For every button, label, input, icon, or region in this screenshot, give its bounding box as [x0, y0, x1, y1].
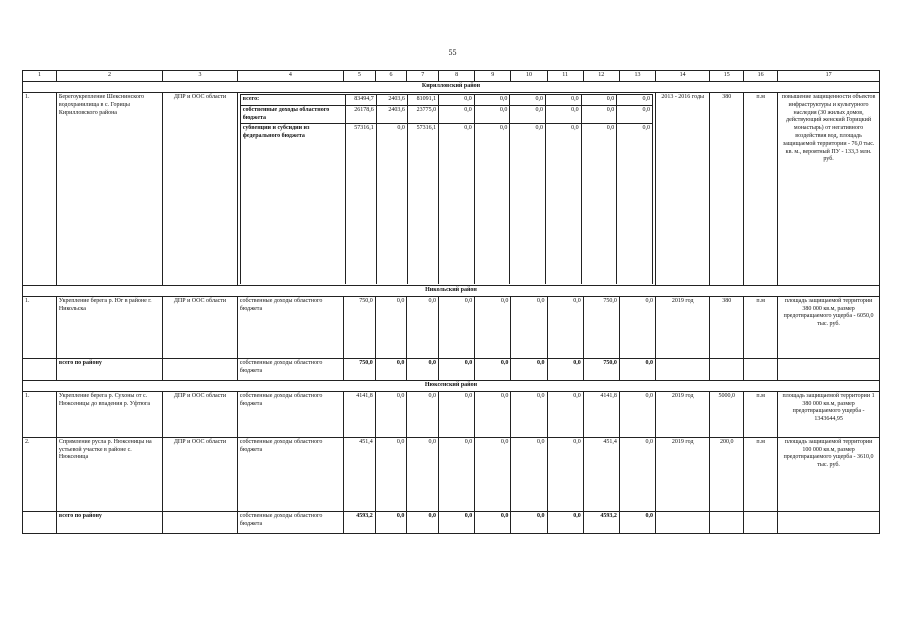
- value-cell: 0,0: [581, 124, 617, 284]
- value-cell: 26178,6: [345, 105, 376, 124]
- value-cell: 0,0: [617, 105, 653, 124]
- value-cell: 0,0: [511, 358, 547, 380]
- value-cell: 0,0: [475, 391, 511, 437]
- funding-source: собственные доходы областного бюджета: [237, 296, 343, 358]
- executor: ДПР и ООС области: [163, 296, 238, 358]
- col-header: 10: [511, 71, 547, 82]
- value-cell: 81091,1: [407, 95, 438, 106]
- col-header: 9: [475, 71, 511, 82]
- value-cell: 0,0: [475, 437, 511, 511]
- value-cell: 0,0: [474, 105, 510, 124]
- value-cell: 0,0: [475, 296, 511, 358]
- value-cell: 2403,6: [376, 105, 407, 124]
- unit: п.м: [744, 391, 778, 437]
- section-title: Нюксенский район: [23, 380, 880, 391]
- value-cell: 0,0: [546, 95, 582, 106]
- value-cell: 0,0: [547, 358, 583, 380]
- row-number: 1.: [23, 296, 57, 358]
- value-cell: 0,0: [475, 511, 511, 533]
- value-cell: 0,0: [376, 124, 407, 284]
- funding-source: собственные доходы областного бюджета: [237, 511, 343, 533]
- value-cell: 0,0: [375, 437, 407, 511]
- value-cell: 0,0: [407, 511, 439, 533]
- period: 2019 год: [656, 391, 710, 437]
- table-row: [23, 93, 880, 286]
- value-cell: 0,0: [547, 391, 583, 437]
- value-cell: 0,0: [474, 124, 510, 284]
- page-number: 55: [448, 48, 457, 57]
- section-title: Кирилловский район: [23, 82, 880, 93]
- col-header: 7: [407, 71, 439, 82]
- col-header: 3: [163, 71, 238, 82]
- value-cell: 0,0: [439, 511, 475, 533]
- row-number: 2.: [23, 437, 57, 511]
- total-row: [23, 511, 880, 533]
- col-header: 8: [439, 71, 475, 82]
- expected-result: площадь защищаемой территории 380 000 кв.м, размер предотвращаемого ущерба - 6050,0 тыс. руб.: [778, 296, 880, 358]
- value-cell: 0,0: [375, 296, 407, 358]
- value-cell: 0,0: [619, 511, 655, 533]
- value-cell: 4593,2: [344, 511, 376, 533]
- value-cell: 451,4: [583, 437, 619, 511]
- value-cell: 0,0: [617, 124, 653, 284]
- program-table: [22, 70, 880, 534]
- table-row: [23, 391, 880, 437]
- total-label: всего по району: [56, 511, 162, 533]
- value-cell: 0,0: [617, 95, 653, 106]
- measure-name: Укрепление берега р. Сухоны от с. Нюксеницы до впадения р. Уфтюга: [56, 391, 162, 437]
- row-number: 1.: [23, 93, 57, 286]
- value-cell: 0,0: [619, 358, 655, 380]
- value-cell: 2403,6: [376, 95, 407, 106]
- column-header-row: [23, 71, 880, 82]
- value-cell: 0,0: [474, 95, 510, 106]
- quantity: 380: [710, 93, 744, 286]
- funding-source: собственные доходы областного бюджета: [240, 105, 345, 124]
- row-number: 1.: [23, 391, 57, 437]
- col-header: 1: [23, 71, 57, 82]
- expected-result: площадь защищаемой территории 1 380 000 кв.м, размер предотвращаемого ущерба - 1343644,95: [778, 391, 880, 437]
- executor: ДПР и ООС области: [163, 93, 238, 286]
- col-header: 14: [656, 71, 710, 82]
- quantity: 380: [710, 296, 744, 358]
- col-header: 15: [710, 71, 744, 82]
- value-cell: 23775,0: [407, 105, 438, 124]
- value-cell: 4141,8: [583, 391, 619, 437]
- value-cell: 0,0: [407, 437, 439, 511]
- value-cell: 0,0: [407, 296, 439, 358]
- table-row: [23, 437, 880, 511]
- value-cell: 451,4: [344, 437, 376, 511]
- value-cell: 0,0: [547, 511, 583, 533]
- value-cell: 4593,2: [583, 511, 619, 533]
- value-cell: 0,0: [619, 296, 655, 358]
- unit: п.м: [744, 93, 778, 286]
- value-cell: 0,0: [475, 358, 511, 380]
- funding-row: [240, 105, 652, 124]
- value-cell: 0,0: [439, 95, 475, 106]
- col-header: 5: [344, 71, 376, 82]
- value-cell: 0,0: [510, 105, 546, 124]
- value-cell: 0,0: [546, 124, 582, 284]
- value-cell: 83494,7: [345, 95, 376, 106]
- value-cell: 0,0: [546, 105, 582, 124]
- funding-source: собственные доходы областного бюджета: [237, 437, 343, 511]
- value-cell: 0,0: [511, 296, 547, 358]
- col-header: 13: [619, 71, 655, 82]
- value-cell: 750,0: [583, 358, 619, 380]
- col-header: 16: [744, 71, 778, 82]
- executor: ДПР и ООС области: [163, 391, 238, 437]
- value-cell: 0,0: [439, 437, 475, 511]
- value-cell: 0,0: [439, 124, 475, 284]
- value-cell: 0,0: [511, 437, 547, 511]
- value-cell: 750,0: [344, 358, 376, 380]
- value-cell: 0,0: [439, 358, 475, 380]
- expected-result: повышение защищенности объектов инфраструктуры и культурного наследия (30 жилых домов, действующий женский Горицкий монастырь) от негативного воздействия вод, площадь защищаемой территории - 76,0 тыс. кв. м., вероятный ПУ - 133,3 млн. руб.: [778, 93, 880, 286]
- total-label: всего по району: [56, 358, 162, 380]
- funding-row: [240, 95, 652, 106]
- value-cell: 0,0: [619, 437, 655, 511]
- measure-name: Укрепление берега р. Юг в районе г. Никольска: [56, 296, 162, 358]
- value-cell: 0,0: [439, 105, 475, 124]
- col-header: 6: [375, 71, 407, 82]
- col-header: 4: [237, 71, 343, 82]
- value-cell: 0,0: [510, 95, 546, 106]
- value-cell: 0,0: [511, 511, 547, 533]
- value-cell: 0,0: [439, 391, 475, 437]
- section-title: Никольский район: [23, 285, 880, 296]
- period: 2013 - 2016 годы: [656, 93, 710, 286]
- col-header: 11: [547, 71, 583, 82]
- total-row: [23, 358, 880, 380]
- value-cell: 57316,1: [407, 124, 438, 284]
- value-cell: 57316,1: [345, 124, 376, 284]
- executor: ДПР и ООС области: [163, 437, 238, 511]
- funding-source: всего:: [240, 95, 345, 106]
- value-cell: 0,0: [375, 391, 407, 437]
- value-cell: 0,0: [407, 358, 439, 380]
- value-cell: 0,0: [510, 124, 546, 284]
- unit: п.м: [744, 437, 778, 511]
- funding-block: [237, 93, 655, 286]
- measure-name: Спрямление русла р. Нюксеницы на устьевой участке в районе с. Нюксеница: [56, 437, 162, 511]
- expected-result: площадь защищаемой территории 100 000 кв.м, размер предотвращаемого ущерба - 3610,0 тыс. руб.: [778, 437, 880, 511]
- unit: п.м: [744, 296, 778, 358]
- value-cell: 0,0: [511, 391, 547, 437]
- measure-name: Берегоукрепление Шекснинского водохранилища в с. Горицы Кирилловского района: [56, 93, 162, 286]
- col-header: 17: [778, 71, 880, 82]
- funding-source: субвенции и субсидии из федерального бюджета: [240, 124, 345, 284]
- funding-source: собственные доходы областного бюджета: [237, 391, 343, 437]
- value-cell: 750,0: [344, 296, 376, 358]
- value-cell: 0,0: [375, 511, 407, 533]
- col-header: 2: [56, 71, 162, 82]
- value-cell: 0,0: [547, 437, 583, 511]
- value-cell: 0,0: [547, 296, 583, 358]
- value-cell: 0,0: [619, 391, 655, 437]
- quantity: 200,0: [710, 437, 744, 511]
- value-cell: 4141,8: [344, 391, 376, 437]
- value-cell: 0,0: [581, 95, 617, 106]
- funding-row: [240, 124, 652, 284]
- value-cell: 0,0: [439, 296, 475, 358]
- funding-source: собственные доходы областного бюджета: [237, 358, 343, 380]
- value-cell: 750,0: [583, 296, 619, 358]
- value-cell: 0,0: [375, 358, 407, 380]
- table-row: [23, 296, 880, 358]
- period: 2019 год: [656, 296, 710, 358]
- value-cell: 0,0: [581, 105, 617, 124]
- period: 2019 год: [656, 437, 710, 511]
- quantity: 5000,0: [710, 391, 744, 437]
- value-cell: 0,0: [407, 391, 439, 437]
- col-header: 12: [583, 71, 619, 82]
